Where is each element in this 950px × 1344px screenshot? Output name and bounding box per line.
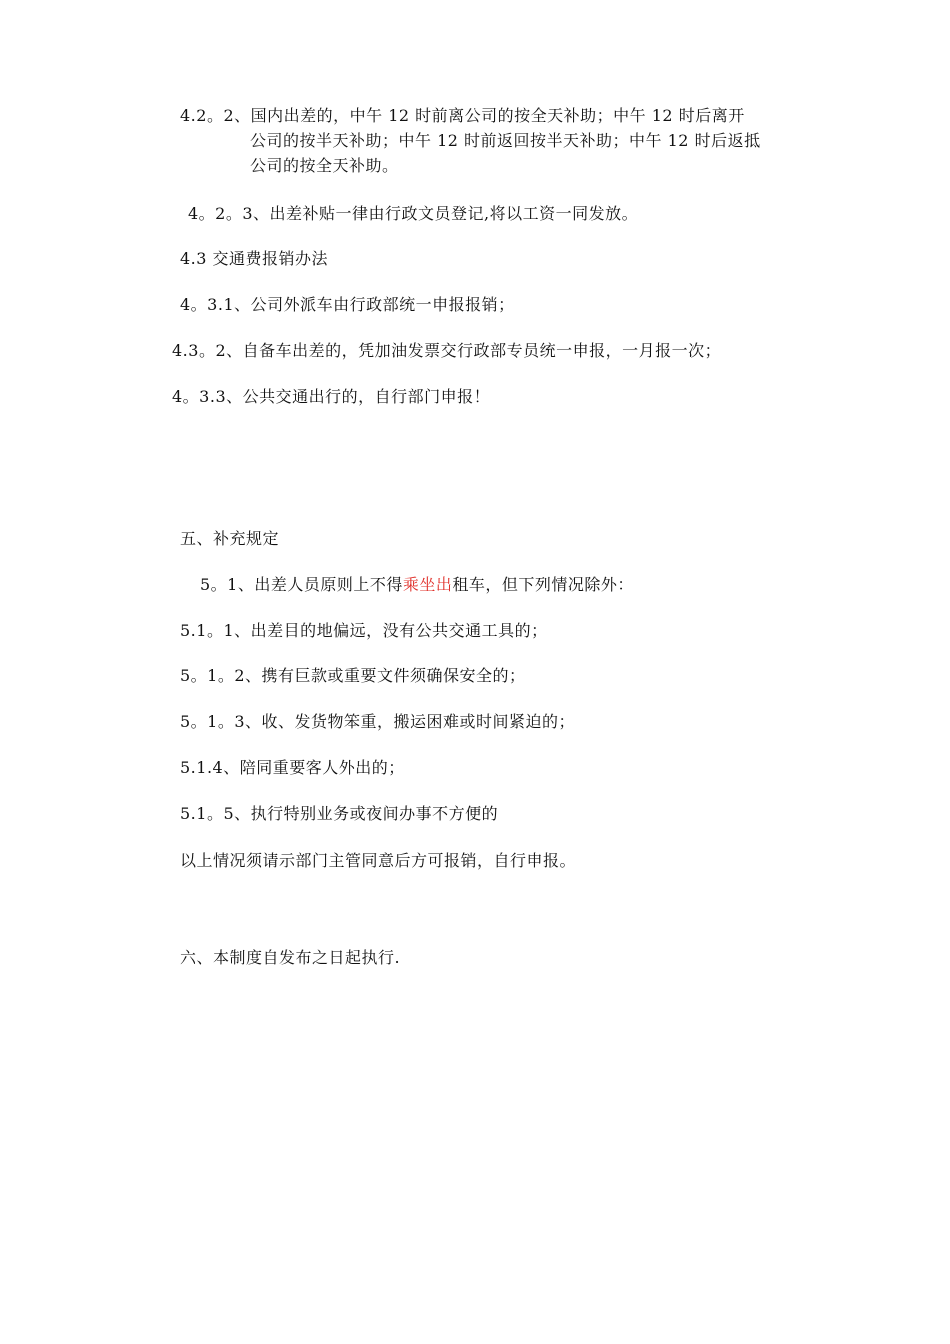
item-5-1-5: 5.1。5、执行特别业务或夜间办事不方便的 xyxy=(180,804,499,823)
item-4-2-2-line3: 公司的按全天补助。 xyxy=(250,156,399,175)
item-4-3-3: 4。3.3、公共交通出行的，自行部门申报！ xyxy=(172,387,491,406)
item-4-3-1: 4。3.1、公司外派车由行政部统一申报报销； xyxy=(180,295,515,314)
item-4-3-2: 4.3。2、自备车出差的，凭加油发票交行政部专员统一申报，一月报一次； xyxy=(172,341,722,360)
section-5-note: 以上情况须请示部门主管同意后方可报销，自行申报。 xyxy=(180,851,577,870)
section-4-3-heading: 4.3 交通费报销办法 xyxy=(180,249,329,268)
item-4-2-3: 4。2。3、出差补贴一律由行政文员登记,将以工资一同发放。 xyxy=(188,204,639,223)
item-5-1-intro xyxy=(200,573,634,597)
item-4-2-2-line1: 4.2。2、国内出差的，中午 12 时前离公司的按全天补助；中午 12 时后离开 xyxy=(180,106,745,125)
item-5-1-intro-post: 租车，但下列情况除外： xyxy=(452,575,634,594)
item-5-1-2: 5。1。2、携有巨款或重要文件须确保安全的； xyxy=(180,666,526,685)
item-4-2-2-line2: 公司的按半天补助；中午 12 时前返回按半天补助；中午 12 时后返抵 xyxy=(250,131,761,150)
item-5-1-intro-highlight: 乘坐出 xyxy=(402,575,453,594)
item-5-1-3: 5。1。3、收、发货物笨重，搬运困难或时间紧迫的； xyxy=(180,712,576,731)
item-5-1-1: 5.1。1、出差目的地偏远，没有公共交通工具的； xyxy=(180,621,548,640)
item-5-1-intro-pre: 5。1、出差人员原则上不得 xyxy=(200,575,403,594)
section-5-heading: 五、补充规定 xyxy=(180,529,280,548)
section-6-heading: 六、本制度自发布之日起执行. xyxy=(180,948,401,967)
item-5-1-4: 5.1.4、陪同重要客人外出的； xyxy=(180,758,405,777)
